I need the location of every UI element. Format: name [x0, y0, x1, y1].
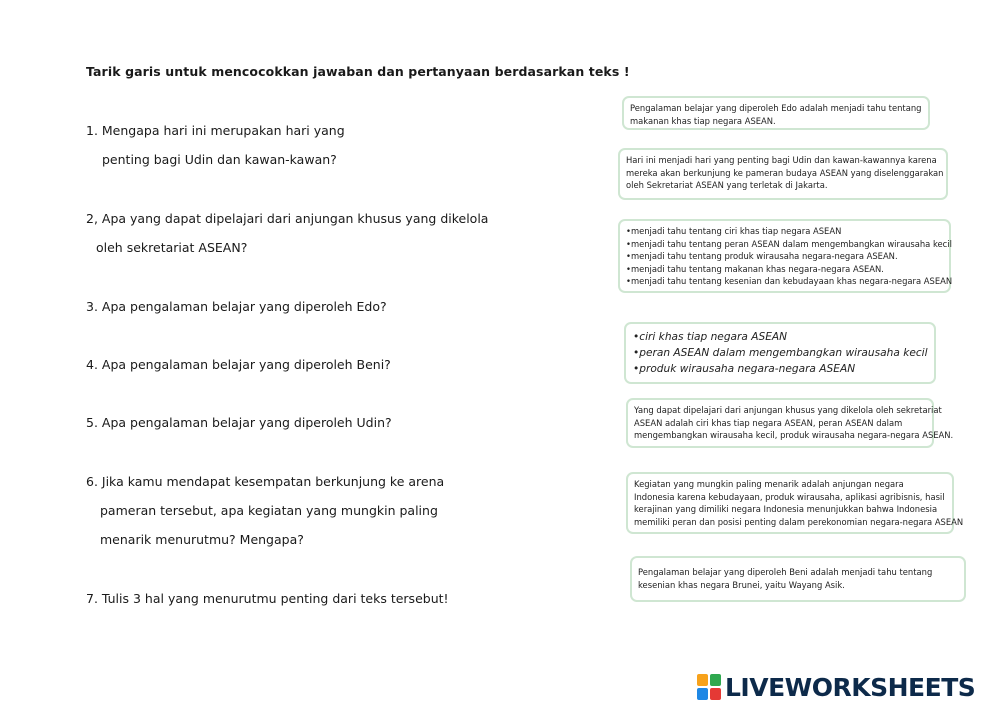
question-7: [86, 584, 449, 613]
answer-box-5[interactable]: [626, 398, 954, 448]
question-2-line-2: oleh sekretariat ASEAN?: [96, 240, 248, 255]
answer-6-line: Kegiatan yang mungkin paling menarik adalah anjungan negara: [634, 479, 904, 489]
worksheet-instruction: Tarik garis untuk mencocokkan jawaban dan pertanyaan berdasarkan teks !: [86, 64, 630, 79]
answer-2-line: mereka akan berkunjung ke pameran budaya ASEAN yang diselenggarakan: [626, 167, 944, 178]
answer-1-line: Pengalaman belajar yang diperoleh Edo adalah menjadi tahu tentang: [630, 103, 922, 113]
answer-2-line: oleh Sekretariat ASEAN yang terletak di Jakarta.: [626, 180, 828, 191]
question-2: [86, 204, 488, 262]
answer-2-line: Hari ini menjadi hari yang penting bagi Udin dan kawan-kawannya karena: [626, 155, 937, 165]
answer-4-line: •produk wirausaha negara-negara ASEAN: [633, 363, 856, 375]
question-6-line-2: pameran tersebut, apa kegiatan yang mungkin paling: [100, 503, 438, 518]
question-1: [86, 116, 345, 174]
answer-6-line: Indonesia karena kebudayaan, produk wirausaha, aplikasi agribisnis, hasil: [634, 491, 945, 502]
question-1-line-1: 1. Mengapa hari ini merupakan hari yang: [86, 123, 345, 138]
answer-box-2[interactable]: [618, 148, 948, 200]
answer-3-line: •menjadi tahu tentang ciri khas tiap negara ASEAN: [626, 226, 842, 236]
answer-box-7[interactable]: [630, 556, 966, 602]
answer-box-1[interactable]: [622, 96, 930, 130]
answer-7-line: Pengalaman belajar yang diperoleh Beni adalah menjadi tahu tentang: [638, 567, 933, 577]
answer-3-line: •menjadi tahu tentang produk wirausaha negara-negara ASEAN.: [626, 251, 898, 261]
answer-6-line: kerajinan yang dimiliki negara Indonesia menunjukkan bahwa Indonesia: [634, 504, 938, 515]
question-6-line-3: menarik menurutmu? Mengapa?: [100, 532, 304, 547]
answer-box-4[interactable]: [624, 322, 936, 384]
answer-box-6[interactable]: [626, 472, 964, 534]
question-1-line-2: penting bagi Udin dan kawan-kawan?: [102, 152, 337, 167]
answer-5-line: ASEAN adalah ciri khas tiap negara ASEAN, peran ASEAN dalam: [634, 417, 903, 428]
answer-1-line: makanan khas tiap negara ASEAN.: [630, 115, 776, 126]
answer-3-line: •menjadi tahu tentang peran ASEAN dalam mengembangkan wirausaha kecil: [626, 238, 952, 249]
question-3-line-1: 3. Apa pengalaman belajar yang diperoleh Edo?: [86, 299, 387, 314]
answer-4-line: •ciri khas tiap negara ASEAN: [633, 331, 788, 343]
answer-3-line: •menjadi tahu tentang kesenian dan kebudayaan khas negara-negara ASEAN: [626, 276, 953, 286]
question-6-line-1: 6. Jika kamu mendapat kesempatan berkunjung ke arena: [86, 474, 445, 489]
question-6: [86, 467, 444, 554]
answer-5-line: Yang dapat dipelajari dari anjungan khusus yang dikelola oleh sekretariat: [634, 405, 942, 415]
question-7-line-1: 7. Tulis 3 hal yang menurutmu penting dari teks tersebut!: [86, 591, 449, 606]
answer-4-line: •peran ASEAN dalam mengembangkan wirausaha kecil: [633, 347, 928, 359]
liveworksheets-logo: [697, 670, 975, 704]
liveworksheets-logo-icon: [697, 674, 721, 700]
question-3: [86, 292, 387, 321]
answer-6-line: memiliki peran dan posisi penting dalam perekonomian negara-negara ASEAN: [634, 516, 964, 527]
question-2-line-1: 2, Apa yang dapat dipelajari dari anjungan khusus yang dikelola: [86, 211, 489, 226]
question-5: [86, 408, 392, 437]
question-4-line-1: 4. Apa pengalaman belajar yang diperoleh Beni?: [86, 357, 391, 372]
answer-5-line: mengembangkan wirausaha kecil, produk wirausaha negara-negara ASEAN.: [634, 430, 954, 441]
answer-7-line: kesenian khas negara Brunei, yaitu Wayang Asik.: [638, 579, 845, 590]
liveworksheets-logo-text: LIVEWORKSHEETS: [725, 672, 976, 702]
question-5-line-1: 5. Apa pengalaman belajar yang diperoleh Udin?: [86, 415, 392, 430]
question-4: [86, 350, 391, 379]
answer-3-line: •menjadi tahu tentang makanan khas negara-negara ASEAN.: [626, 263, 884, 274]
answer-box-3[interactable]: [618, 219, 951, 293]
